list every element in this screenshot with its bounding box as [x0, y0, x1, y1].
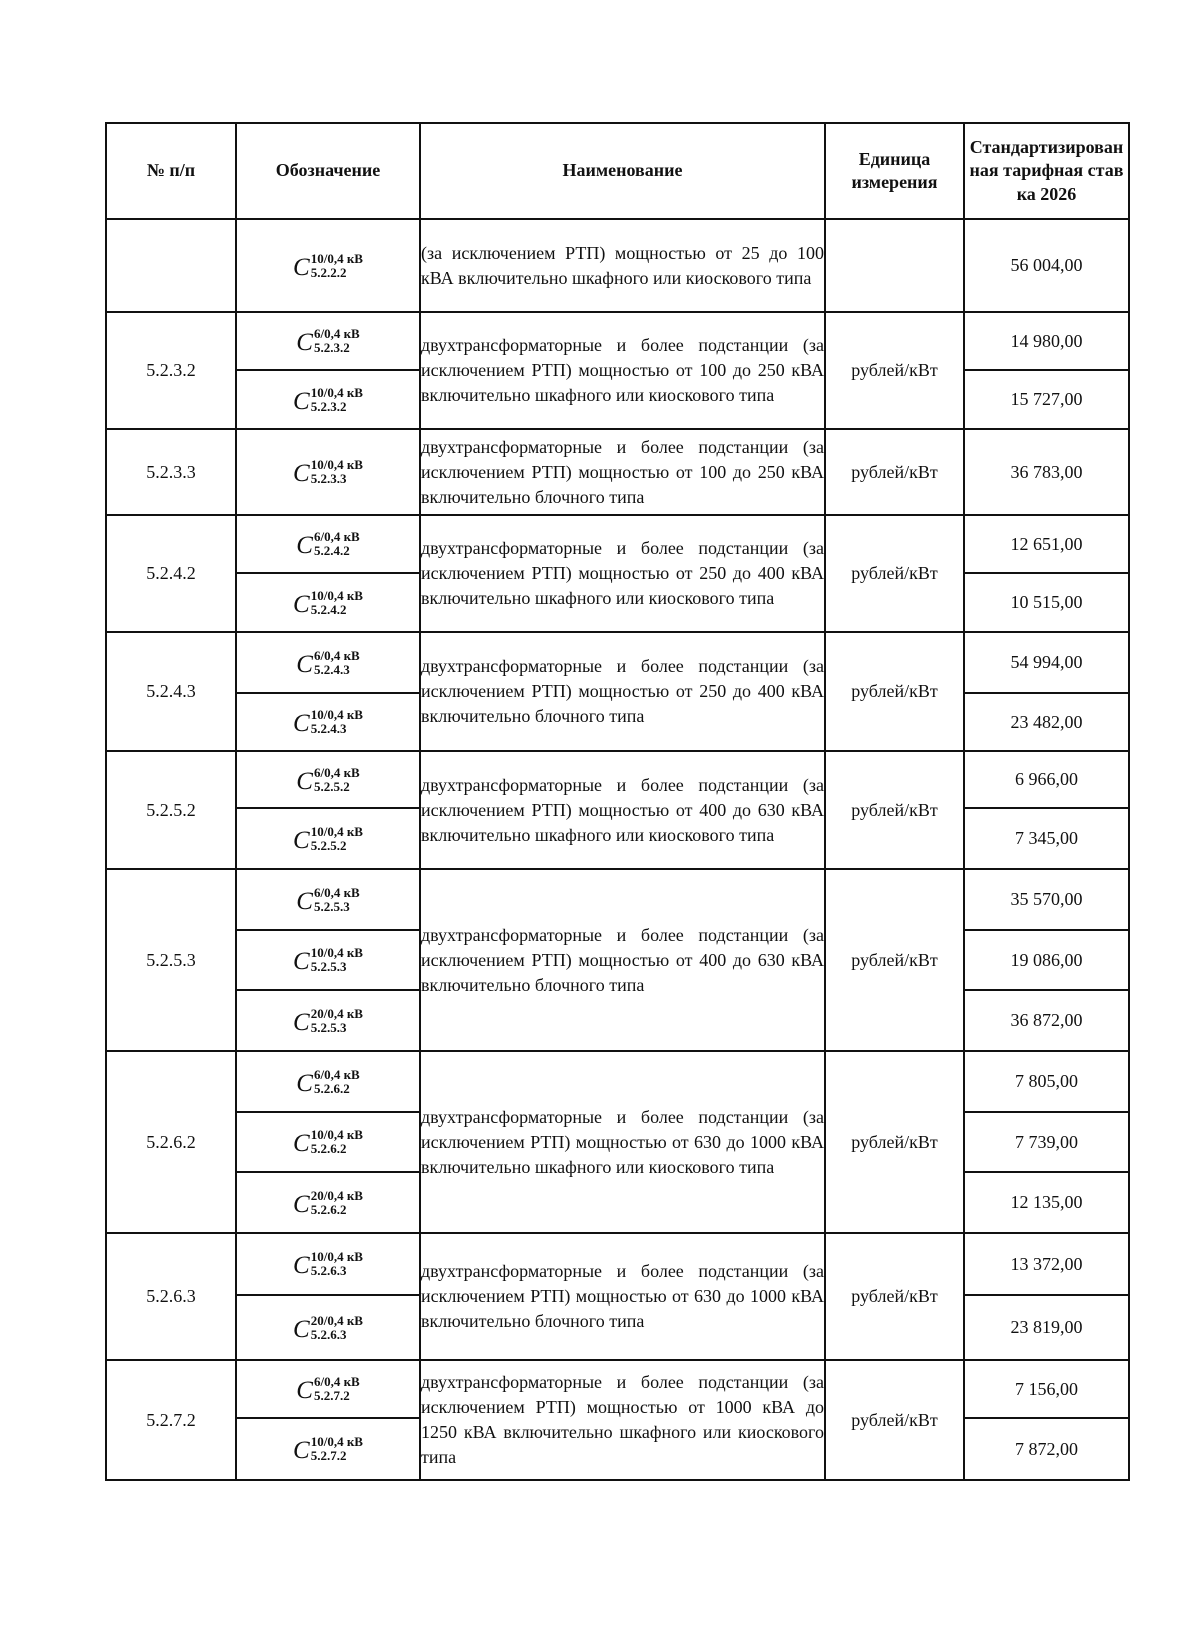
designation-index: 5.2.3.3	[310, 471, 347, 486]
designation-symbol	[296, 886, 359, 914]
designation-voltage: 10/0,4 кВ	[310, 250, 363, 266]
designation-voltage: 6/0,4 кВ	[313, 529, 360, 544]
designation-voltage: 20/0,4 кВ	[310, 1187, 363, 1203]
designation-cell	[236, 370, 420, 429]
designation-cell	[236, 515, 420, 573]
designation-letter: C	[293, 948, 310, 975]
item-name: двухтрансформаторные и более подстанции (за исключением РТП) мощностью от 100 до 250 кВА включительно шкафного или киоскового типа	[420, 312, 825, 429]
item-number: 5.2.4.3	[106, 632, 236, 751]
designation-cell	[236, 1360, 420, 1418]
tariff-rate: 7 872,00	[964, 1418, 1129, 1480]
item-unit: рублей/кВт	[825, 1360, 964, 1480]
designation-cell	[236, 930, 420, 990]
designation-letter: C	[296, 1069, 313, 1097]
item-name: двухтрансформаторные и более подстанции (за исключением РТП) мощностью от 400 до 630 кВА включительно блочного типа	[420, 869, 825, 1051]
designation-symbol	[293, 1435, 363, 1463]
item-name: двухтрансформаторные и более подстанции (за исключением РТП) мощностью от 400 до 630 кВА включительно шкафного или киоскового типа	[420, 751, 825, 869]
designation-cell	[236, 573, 420, 632]
designation-letter: C	[293, 1315, 310, 1343]
tariff-rate: 54 994,00	[964, 632, 1129, 693]
header-num: № п/п	[106, 123, 236, 219]
item-unit	[825, 219, 964, 312]
designation-voltage: 10/0,4 кВ	[310, 823, 363, 839]
tariff-rate: 7 805,00	[964, 1051, 1129, 1112]
tariff-rate: 6 966,00	[964, 751, 1129, 808]
item-name: двухтрансформаторные и более подстанции (за исключением РТП) мощностью от 250 до 400 кВА включительно шкафного или киоскового типа	[420, 515, 825, 632]
table-row	[106, 429, 1129, 515]
item-number	[106, 219, 236, 312]
tariff-rate: 14 980,00	[964, 312, 1129, 370]
designation-cell	[236, 632, 420, 693]
item-number: 5.2.3.3	[106, 429, 236, 515]
designation-symbol	[293, 1128, 363, 1156]
table-row	[106, 1233, 1129, 1295]
designation-index: 5.2.6.2	[313, 1080, 350, 1096]
tariff-table	[105, 122, 1130, 1481]
table-row	[106, 751, 1129, 808]
designation-letter: C	[293, 1437, 310, 1464]
designation-letter: C	[293, 1130, 310, 1157]
tariff-rate: 7 156,00	[964, 1360, 1129, 1418]
designation-letter: C	[296, 767, 313, 795]
designation-voltage: 6/0,4 кВ	[313, 647, 360, 663]
tariff-rate: 10 515,00	[964, 573, 1129, 632]
item-number: 5.2.6.2	[106, 1051, 236, 1233]
designation-symbol	[293, 825, 363, 853]
designation-letter: C	[293, 710, 310, 737]
designation-voltage: 10/0,4 кВ	[310, 1249, 363, 1264]
designation-letter: C	[293, 1008, 310, 1036]
designation-voltage: 10/0,4 кВ	[310, 384, 363, 400]
tariff-rate: 36 872,00	[964, 990, 1129, 1051]
tariff-rate: 23 819,00	[964, 1295, 1129, 1360]
designation-symbol	[296, 1375, 359, 1403]
designation-voltage: 10/0,4 кВ	[310, 1127, 363, 1142]
designation-symbol	[293, 458, 363, 486]
designation-voltage: 6/0,4 кВ	[313, 1066, 360, 1082]
designation-voltage: 20/0,4 кВ	[310, 1005, 363, 1021]
designation-index: 5.2.6.2	[310, 1201, 347, 1217]
designation-voltage: 20/0,4 кВ	[310, 1312, 363, 1328]
designation-cell	[236, 219, 420, 312]
designation-cell	[236, 1172, 420, 1233]
designation-letter: C	[293, 460, 310, 487]
item-number: 5.2.6.3	[106, 1233, 236, 1360]
tariff-rate: 15 727,00	[964, 370, 1129, 429]
designation-letter: C	[296, 650, 313, 678]
designation-symbol	[293, 1250, 363, 1278]
designation-cell	[236, 312, 420, 370]
item-name: (за исключением РТП) мощностью от 25 до 100 кВА включительно шкафного или киоскового типа	[420, 219, 825, 312]
designation-letter: C	[293, 387, 310, 415]
item-name: двухтрансформаторные и более подстанции (за исключением РТП) мощностью от 250 до 400 кВА включительно блочного типа	[420, 632, 825, 751]
designation-cell	[236, 808, 420, 869]
item-unit: рублей/кВт	[825, 312, 964, 429]
designation-letter: C	[296, 532, 313, 559]
tariff-rate: 35 570,00	[964, 869, 1129, 930]
tariff-rate: 12 135,00	[964, 1172, 1129, 1233]
designation-symbol	[293, 946, 363, 974]
tariff-rate: 19 086,00	[964, 930, 1129, 990]
tariff-rate: 13 372,00	[964, 1233, 1129, 1295]
designation-cell	[236, 1112, 420, 1172]
tariff-rate: 7 345,00	[964, 808, 1129, 869]
designation-index: 5.2.5.3	[310, 959, 347, 974]
designation-letter: C	[296, 887, 313, 915]
designation-voltage: 6/0,4 кВ	[313, 1374, 360, 1389]
item-unit: рублей/кВт	[825, 869, 964, 1051]
designation-cell	[236, 1295, 420, 1360]
designation-letter: C	[293, 1190, 310, 1218]
header-row	[106, 123, 1129, 219]
designation-letter: C	[293, 1252, 310, 1279]
designation-symbol	[293, 1189, 363, 1217]
designation-cell	[236, 429, 420, 515]
item-unit: рублей/кВт	[825, 1233, 964, 1360]
designation-index: 5.2.3.2	[313, 340, 350, 355]
table-row	[106, 1051, 1129, 1112]
table-row	[106, 312, 1129, 370]
designation-index: 5.2.3.2	[310, 398, 347, 414]
tariff-rate: 23 482,00	[964, 693, 1129, 751]
designation-voltage: 6/0,4 кВ	[313, 884, 360, 900]
designation-voltage: 10/0,4 кВ	[310, 707, 363, 722]
header-designation: Обозначение	[236, 123, 420, 219]
designation-index: 5.2.7.2	[313, 1388, 350, 1403]
designation-voltage: 10/0,4 кВ	[310, 1434, 363, 1449]
table-body	[106, 219, 1129, 1480]
designation-index: 5.2.6.2	[310, 1141, 347, 1156]
item-unit: рублей/кВт	[825, 751, 964, 869]
designation-index: 5.2.5.3	[313, 898, 350, 914]
designation-symbol	[293, 589, 363, 617]
designation-cell	[236, 990, 420, 1051]
header-rate: Стандартизированная тарифная ставка 2026	[964, 123, 1129, 219]
item-unit: рублей/кВт	[825, 1051, 964, 1233]
designation-letter: C	[293, 590, 310, 618]
item-unit: рублей/кВт	[825, 632, 964, 751]
designation-symbol	[296, 530, 359, 558]
designation-index: 5.2.5.2	[310, 837, 347, 853]
designation-letter: C	[293, 253, 310, 281]
item-number: 5.2.5.3	[106, 869, 236, 1051]
designation-cell	[236, 1233, 420, 1295]
item-number: 5.2.3.2	[106, 312, 236, 429]
table-row	[106, 1360, 1129, 1418]
designation-symbol	[296, 649, 359, 677]
designation-index: 5.2.4.3	[310, 721, 347, 736]
item-name: двухтрансформаторные и более подстанции (за исключением РТП) мощностью от 100 до 250 кВА включительно блочного типа	[420, 429, 825, 515]
designation-cell	[236, 1051, 420, 1112]
designation-voltage: 10/0,4 кВ	[310, 945, 363, 960]
designation-index: 5.2.4.2	[313, 543, 350, 558]
item-number: 5.2.5.2	[106, 751, 236, 869]
designation-cell	[236, 869, 420, 930]
designation-index: 5.2.7.2	[310, 1448, 347, 1463]
table-row	[106, 515, 1129, 573]
item-number: 5.2.4.2	[106, 515, 236, 632]
designation-letter: C	[296, 329, 313, 356]
table-row	[106, 219, 1129, 312]
designation-voltage: 10/0,4 кВ	[310, 587, 363, 603]
designation-cell	[236, 693, 420, 751]
designation-symbol	[293, 386, 363, 414]
tariff-rate: 56 004,00	[964, 219, 1129, 312]
item-unit: рублей/кВт	[825, 515, 964, 632]
designation-symbol	[296, 1068, 359, 1096]
item-number: 5.2.7.2	[106, 1360, 236, 1480]
item-unit: рублей/кВт	[825, 429, 964, 515]
designation-index: 5.2.6.3	[310, 1263, 347, 1278]
designation-letter: C	[293, 826, 310, 854]
designation-index: 5.2.4.2	[310, 601, 347, 617]
designation-letter: C	[296, 1377, 313, 1404]
designation-symbol	[296, 327, 359, 355]
table-row	[106, 869, 1129, 930]
designation-symbol	[293, 1314, 363, 1342]
designation-index: 5.2.6.3	[310, 1326, 347, 1342]
designation-symbol	[293, 708, 363, 736]
table-row	[106, 632, 1129, 693]
tariff-rate: 36 783,00	[964, 429, 1129, 515]
header-unit: Единица измерения	[825, 123, 964, 219]
designation-voltage: 6/0,4 кВ	[313, 764, 360, 780]
designation-cell	[236, 1418, 420, 1480]
designation-index: 5.2.5.3	[310, 1019, 347, 1035]
item-name: двухтрансформаторные и более подстанции (за исключением РТП) мощностью от 630 до 1000 кВА включительно блочного типа	[420, 1233, 825, 1360]
tariff-rate: 12 651,00	[964, 515, 1129, 573]
designation-index: 5.2.5.2	[313, 778, 350, 794]
designation-voltage: 6/0,4 кВ	[313, 326, 360, 341]
designation-symbol	[293, 1007, 363, 1035]
designation-symbol	[293, 252, 363, 280]
designation-index: 5.2.2.2	[310, 264, 347, 280]
designation-voltage: 10/0,4 кВ	[310, 457, 363, 472]
item-name: двухтрансформаторные и более подстанции (за исключением РТП) мощностью от 1000 кВА до 1250 кВА включительно шкафного или киоскового типа	[420, 1360, 825, 1480]
item-name: двухтрансформаторные и более подстанции (за исключением РТП) мощностью от 630 до 1000 кВА включительно шкафного или киоскового типа	[420, 1051, 825, 1233]
designation-index: 5.2.4.3	[313, 661, 350, 677]
designation-symbol	[296, 766, 359, 794]
header-name: Наименование	[420, 123, 825, 219]
tariff-rate: 7 739,00	[964, 1112, 1129, 1172]
designation-cell	[236, 751, 420, 808]
